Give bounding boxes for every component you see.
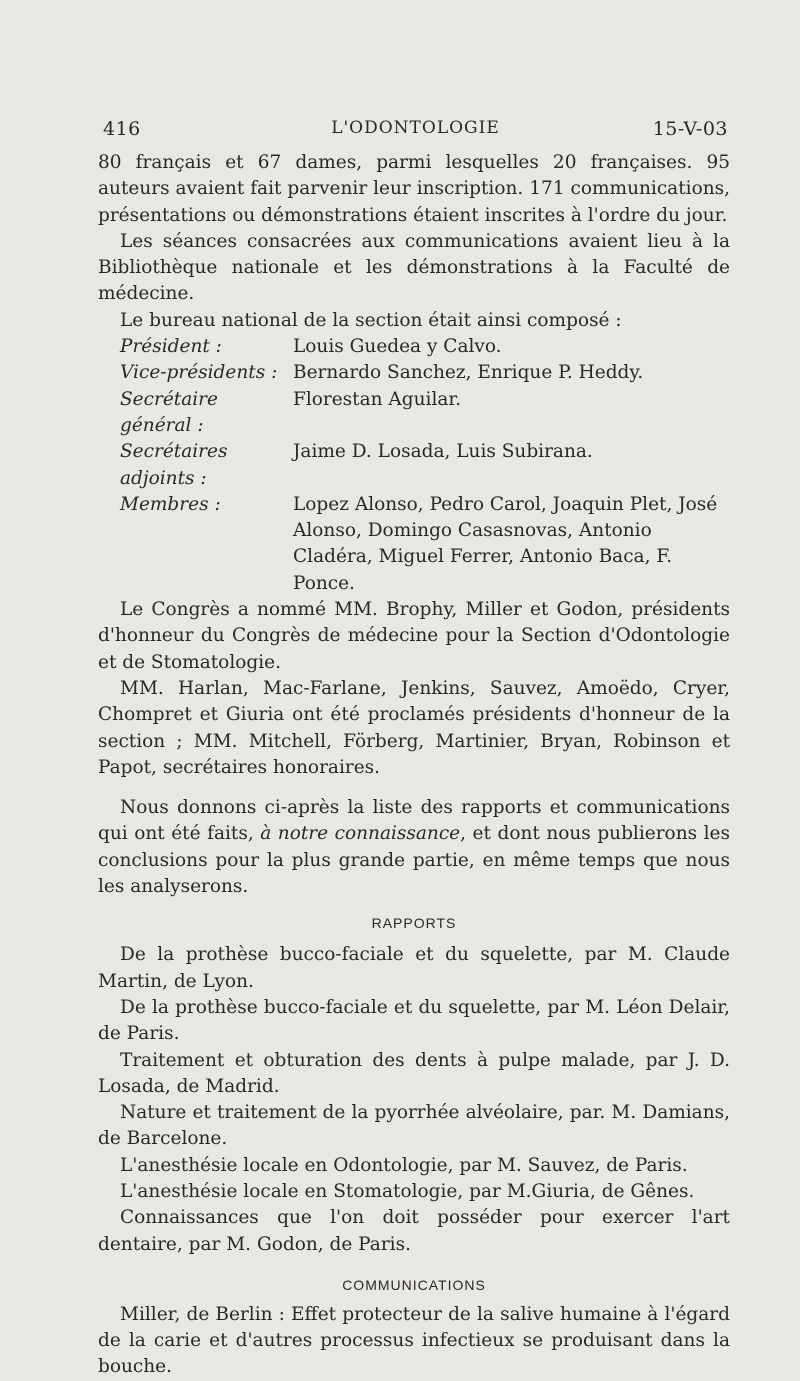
bureau-roster [98,334,730,597]
roster-label: Vice-présidents : [120,362,278,384]
roster-row [98,492,730,597]
rapport-item: L'anesthésie locale en Stomatologie, par M.Giuria, de Gênes. [120,1180,695,1202]
roster-row [98,387,730,440]
page-number: 416 [103,118,141,140]
intro-paragraph: Les séances consacrées aux communications avaient lieu à la Bibliothèque nationale et les démonstrations à la Faculté de médecine. [98,230,730,305]
rapport-item: Nature et traitement de la pyorrhée alvéolaire, par. M. Damians, de Barcelone. [98,1102,730,1150]
paragraph-gap [98,781,730,795]
rapport-item: Traitement et obturation des dents à pulpe malade, par J. D. Losada, de Madrid. [98,1049,730,1097]
intro-paragraph: 80 français et 67 dames, parmi lesquelles 20 françaises. 95 auteurs avaient fait parvenir leur inscription. 171 communications, présentations ou démonstrations étaient inscrites à l'ordre du jour. [98,152,730,226]
communication-item: Miller, de Berlin : Effet protecteur de la salive humaine à l'égard de la carie et d'autres processus infectieux se produisant dans la bouche. [98,1303,730,1378]
rapports-heading: RAPPORTS [371,915,457,932]
rapport-item: De la prothèse bucco-faciale et du squelette, par M. Léon Delair, de Paris. [98,996,730,1045]
roster-label: Secrétaires adjoints : [120,441,228,489]
honours-paragraph: Le Congrès a nommé MM. Brophy, Miller et Godon, présidents d'honneur du Congrès de médecine pour la Section d'Odontologie et de Stomatologie. [98,599,730,673]
announcement-text: , et dont nous publierons les conclusions pour la plus grande partie, en même temps que nous les analyserons. [98,823,730,898]
roster-label: Secrétaire général : [120,388,218,436]
announcement-emphasis: à notre connaissance [260,823,461,845]
roster-value: Lopez Alonso, Pedro Carol, Joaquin Plet, José Alonso, Domingo Casasnovas, Antonio Cladéra, Miguel Ferrer, Antonio Baca, F. Ponce. [293,493,718,594]
running-header [103,118,728,142]
communications-heading: COMMUNICATIONS [342,1276,486,1293]
rapport-item: Connaissances que l'on doit posséder pour exercer l'art dentaire, par M. Godon, de Paris. [98,1207,730,1255]
rapport-item: De la prothèse bucco-faciale et du squelette, par M. Claude Martin, de Lyon. [98,944,730,992]
roster-value: Florestan Aguilar. [293,388,462,410]
roster-row [98,439,730,492]
roster-label: Président : [120,336,222,358]
roster-value: Bernardo Sanchez, Enrique P. Heddy. [293,362,644,384]
roster-value: Jaime D. Losada, Luis Subirana. [293,441,593,463]
journal-title: L'ODONTOLOGIE [331,118,500,138]
announcement-text: Nous donnons ci-après la liste des rapports et communications qui ont été faits, [98,797,730,845]
page-body [98,150,730,1381]
issue-date: 15-V-03 [652,118,728,140]
intro-paragraph: Le bureau national de la section était ainsi composé : [120,309,622,331]
roster-label: Membres : [120,493,221,515]
roster-value: Louis Guedea y Calvo. [293,336,502,358]
honours-paragraph: MM. Harlan, Mac-Farlane, Jenkins, Sauvez, Amoëdo, Cryer, Chompret et Giuria ont été proclamés présidents d'honneur de la section ; MM. Mitchell, Förberg, Martinier, Bryan, Robinson et Papot, secrétaires honoraires. [98,677,730,778]
roster-row [98,360,730,386]
roster-row [98,334,730,360]
announcement-paragraph [98,795,730,900]
rapport-item: L'anesthésie locale en Odontologie, par M. Sauvez, de Paris. [120,1154,688,1176]
